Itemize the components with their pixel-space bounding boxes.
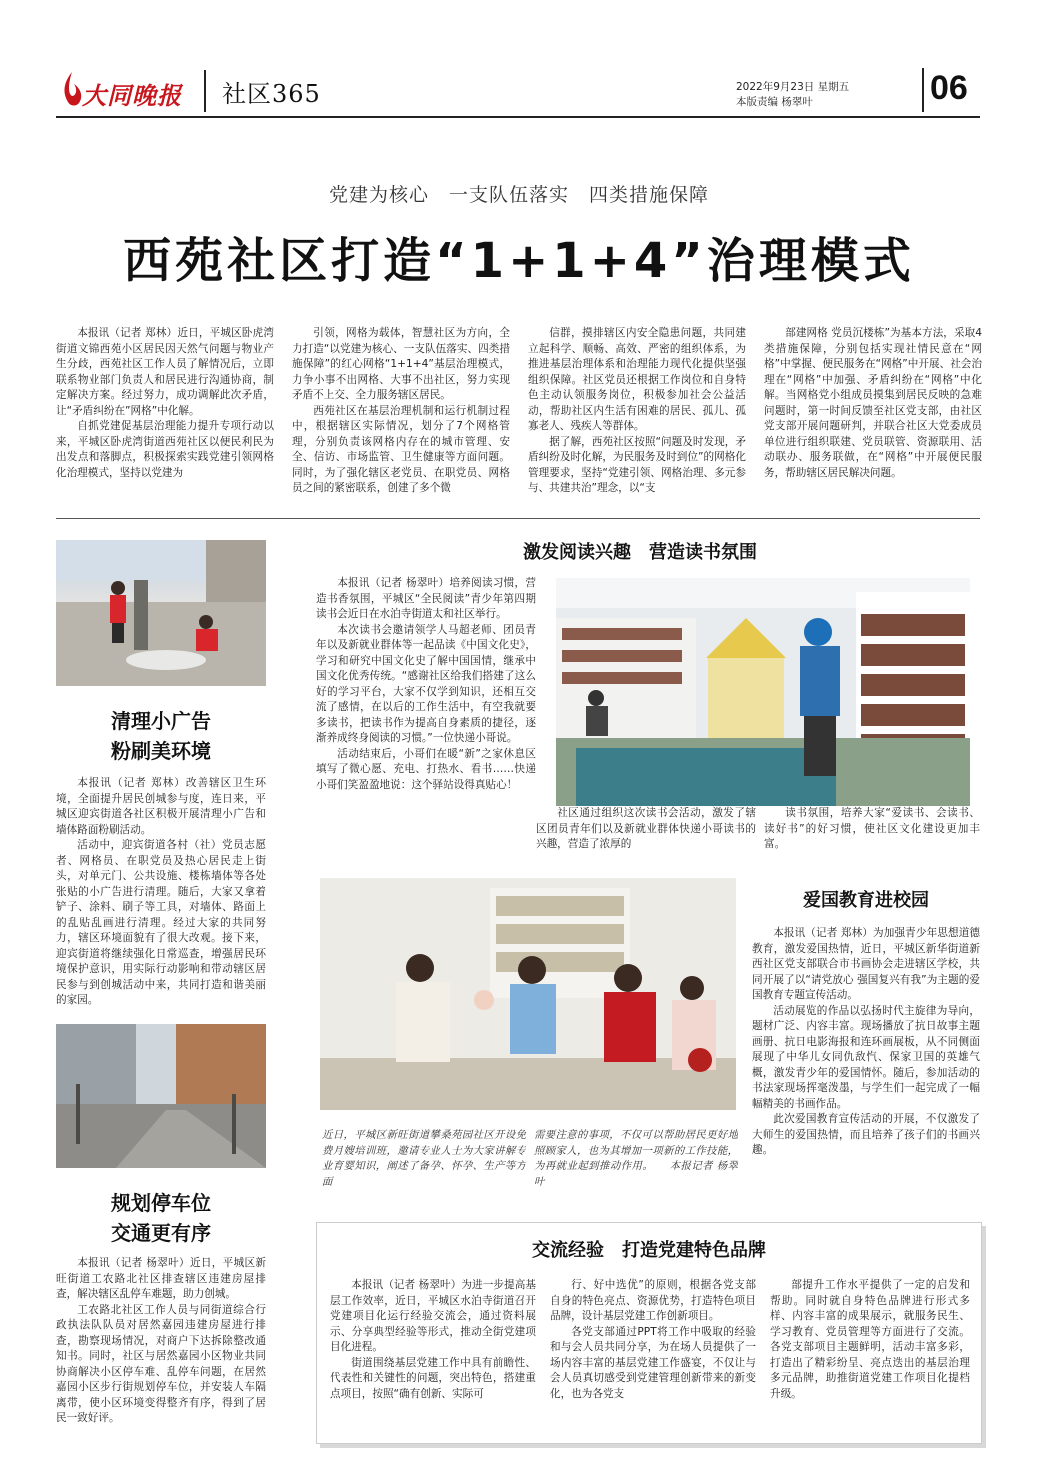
story-patriotic-title: 爱国教育进校园 (803, 890, 929, 911)
lead-bottom-rule (56, 518, 980, 519)
lead-column-3 (528, 326, 746, 496)
photo-first-aid (320, 878, 736, 1110)
paragraph: 据了解，西苑社区按照“问题及时发现，矛盾纠纷及时化解，为民服务及时到位”的网格化管理要求，坚持“党建引领、网格治理、多元参与、共建共治”理念，以“支 (528, 435, 746, 494)
paragraph: 部建网格 党员沉楼栋”为基本方法，采取4类措施保障，分别包括实现社情民意在“网格”中掌握、便民服务在“网格”中开展、社会治理在“网格”中加强、矛盾纠纷在“网格”中化解。当网格党小组成员摸集到居民反映的急难问题时，第一时间反馈至社区党支部，由社区党支部开展问题研判，并联合社区大党委成员单位进行组织联建、党员联管、资源联用、活动联办、服务联做，在“网格”中开展便民服务，帮助辖区居民解决问题。 (764, 327, 982, 479)
paragraph: 活动展览的作品以弘扬时代主旋律为导向，题材广泛、内容丰富。现场播放了抗日故事主题画册、抗日电影海报和连环画展板，从不同侧面展现了中华儿女同仇敌忾、保家卫国的英雄气概，激发青少年的爱国情怀。随后，参加活动的书法家现场挥毫泼墨，与学生们一起完成了一幅幅精美的书画作品。 (752, 1004, 980, 1110)
masthead (56, 66, 980, 118)
paragraph: 行、好中选优”的原则，根据各党支部自身的特色亮点、资源优势，打造特色项目品牌，设计基层党建工作创新项目。 (550, 1279, 756, 1322)
section-title: 社区365 (222, 80, 321, 108)
logo-text: 大同晚报 (82, 81, 182, 110)
paragraph: 本报讯（记者 郑林）近日，平城区卧虎湾街道文锦西苑小区居民因天然气问题与物业产生分歧，西苑社区工作人员了解情况后，立即联系物业部门负责人和居民进行沟通协商，制定解决方案。经过努力，成功调解此次矛盾，让“矛盾纠纷在”网格”中化解。 (56, 327, 274, 417)
lead-kicker: 党建为核心 一支队伍落实 四类措施保障 (328, 184, 709, 206)
story-exchange-text-col3 (770, 1278, 970, 1428)
story-reading-text-col3 (764, 806, 980, 870)
photo-reading (556, 578, 970, 806)
paragraph: 本报讯（记者 郑林）为加强青少年思想道德教育，激发爱国热情，近日，平城区新华街道新西社区党支部联合市书画协会走进辖区学校，共同开展了以“请党放心 强国复兴有我”为主题的爱国教育专题宣传活动。 (752, 927, 980, 1001)
paragraph: 引领，网格为载体，智慧社区为方向，全力打造“以党建为核心、一支队伍落实、四类措施保障”的红心网格“1+1+4”基层治理模式，力争小事不出网格、大事不出社区，努力实现矛盾不上交、全力服务辖区居民。 (292, 327, 510, 401)
story-parking-text (56, 1256, 266, 1436)
first-aid-caption-col2 (534, 1128, 738, 1192)
newspaper-logo (60, 70, 188, 108)
paragraph: 本报讯（记者 杨翠叶）为进一步提高基层工作效率，近日，平城区水泊寺街道召开党建项目化运行经验交流会，通过资料展示、分享典型经验等形式，推动全街党建项目化进程。 (330, 1279, 536, 1353)
page-number: 06 (930, 69, 968, 107)
photo-ad-cleanup (56, 540, 266, 686)
story-exchange-text-col1 (330, 1278, 536, 1428)
paragraph: 各党支部通过PPT将工作中吸取的经验和与会人员共同分享，为在场人员提供了一场内容丰富的基层党建工作盛宴，不仅让与会人员真切感受到党建管理创新带来的新变化，也为各党支 (550, 1325, 756, 1400)
lead-column-1 (56, 326, 274, 496)
paragraph: 需要注意的事项，不仅可以帮助居民更好地照顾家人，也为其增加一项新的工作技能，为再就业起到推动作用。 本报记者 杨翠叶 (534, 1129, 738, 1188)
lead-column-4 (764, 326, 982, 496)
story-patriotic-text (752, 926, 980, 1188)
paragraph: 本报讯（记者 郑林）改善辖区卫生环境，全面提升居民创城参与度，连日来，平城区迎宾街道各社区积极开展清理小广告和墙体路面粉刷活动。 (56, 777, 266, 836)
paragraph: 工农路北社区工作人员与同街道综合行政执法队队员对居然嘉园违建房屋进行排查，勘察现场情况，对商户下达拆除整改通知书。同时，社区与居然嘉园小区物业共同协商解决小区停车难、乱停车问题，在居然嘉园小区步行街规划停车位，并安装人车隔离带，使小区环境变得整齐有序，得到了居民一致好评。 (56, 1303, 266, 1424)
paragraph: 社区通过组织这次读书会活动，激发了辖区团员青年们以及新就业群体快递小哥读书的兴趣，营造了浓厚的 (536, 807, 756, 850)
story-reading-title: 激发阅读兴趣 营造读书氛围 (523, 542, 757, 563)
paragraph: 信群，摸排辖区内安全隐患问题，共同建立起科学、顺畅、高效、严密的组织体系，为推进基层治理体系和治理能力现代化提供坚强组织保障。社区党员还根据工作岗位和自身特色主动认领服务岗位，积极参加社会公益活动，帮助社区内生活有困难的居民、孤儿、孤寡老人、残疾人等群体。 (528, 327, 746, 432)
paragraph: 活动结束后，小哥们在暖“新”之家休息区填写了微心愿、充电、打热水、看书……快递小哥们笑盈盈地说：这个驿站设得真贴心！ (316, 747, 536, 791)
lead-column-2 (292, 326, 510, 496)
paragraph: 自抓党建促基层治理能力提升专项行动以来，平城区卧虎湾街道西苑社区以便民利民为出发点和落脚点，积极探索实践党建引领网格化治理模式，坚持以党建为 (56, 420, 274, 479)
story-reading-text-col1 (316, 576, 536, 816)
paragraph: 活动中，迎宾街道各村（社）党员志愿者、网格员、在职党员及热心居民走上街头，对单元门、公共设施、楼栋墙体等各处张贴的小广告进行清理。随后，大家又拿着铲子、涂料、刷子等工具，对墙体、路面上的乱贴乱画进行清理。经过大家的共同努力，辖区环境面貌有了很大改观。接下来，迎宾街道将继续强化日常巡查，增强居民环境保护意识，用实际行动影响和带动辖区居民参与到创城活动中来，共同打造和谐美丽的家园。 (56, 839, 266, 1006)
story-exchange-text-col2 (550, 1278, 756, 1428)
story-ads-text (56, 776, 266, 1018)
story-exchange-title: 交流经验 打造党建特色品牌 (532, 1240, 766, 1261)
paragraph: 本次读书会邀请领学人马超老师、团员青年以及新就业群体等一起品读《中国文化史》，学习和研究中国文化史了解中国国情，继承中国文化优秀传统。“感谢社区给我们搭建了这么好的学习平台，大家不仅学到知识，还相互交流了感情，在以后的工作生活中，有空我就要多读书，把读书作为提高自身素质的捷径，逐渐养成终身阅读的习惯。”一位快递小哥说。 (316, 623, 536, 744)
paragraph: 街道围绕基层党建工作中具有前瞻性、代表性和关键性的问题，突出特色，搭建重点项目，按照“确有创新、实际可 (330, 1356, 536, 1400)
paragraph: 近日，平城区新旺街道攀桑苑园社区开设免费月嫂培训班，邀请专业人士为大家讲解专业育婴知识，阐述了备孕、怀孕、生产等方面 (322, 1129, 526, 1188)
editor-line: 本版责编 杨翠叶 (736, 96, 813, 108)
first-aid-caption-col1 (322, 1128, 526, 1192)
story-reading-text-col2 (536, 806, 756, 870)
paragraph: 部提升工作水平提供了一定的启发和帮助。同时就自身特色品牌进行形式多样、内容丰富的成果展示，就服务民生、学习教育、党员管理等方面进行了交流。各党支部项目主题鲜明，活动丰富多彩，打造出了精彩纷呈、亮点迭出的基层治理多元品牌，助推街道党建工作项目化提档升级。 (770, 1279, 970, 1400)
masthead-rule (56, 116, 980, 118)
lead-headline: 西苑社区打造“1+1+4”治理模式 (123, 233, 915, 289)
date-line: 2022年9月23日 星期五 (736, 81, 850, 93)
photo-parking (56, 1024, 266, 1168)
story-parking-title: 规划停车位 交通更有序 (111, 1191, 211, 1245)
page-number-divider (922, 68, 924, 112)
paragraph: 本报讯（记者 杨翠叶）近日，平城区新旺街道工农路北社区排查辖区违建房屋排查，解决辖区乱停车难题，助力创城。 (56, 1257, 266, 1300)
paragraph: 读书氛围，培养大家“爱读书、会读书、读好书”的好习惯，使社区文化建设更加丰富。 (764, 807, 980, 850)
story-ads-title: 清理小广告 粉刷美环境 (111, 709, 211, 763)
paragraph: 本报讯（记者 杨翠叶）培养阅读习惯，营造书香氛围，平城区“全民阅读”青少年第四期读书会近日在水泊寺街道太和社区举行。 (316, 577, 536, 620)
paragraph: 西苑社区在基层治理机制和运行机制过程中，根据辖区实际情况，划分了7个网格管理，分别负责该网格内存在的城市管理、安全、信访、市场监管、卫生健康等方面问题。同时，为了强化辖区老党员、在职党员、网格员之间的紧密联系，创建了多个微 (292, 404, 510, 494)
masthead-divider (204, 70, 206, 112)
paragraph: 此次爱国教育宣传活动的开展，不仅激发了大师生的爱国热情，而且培养了孩子们的书画兴趣。 (752, 1113, 980, 1156)
